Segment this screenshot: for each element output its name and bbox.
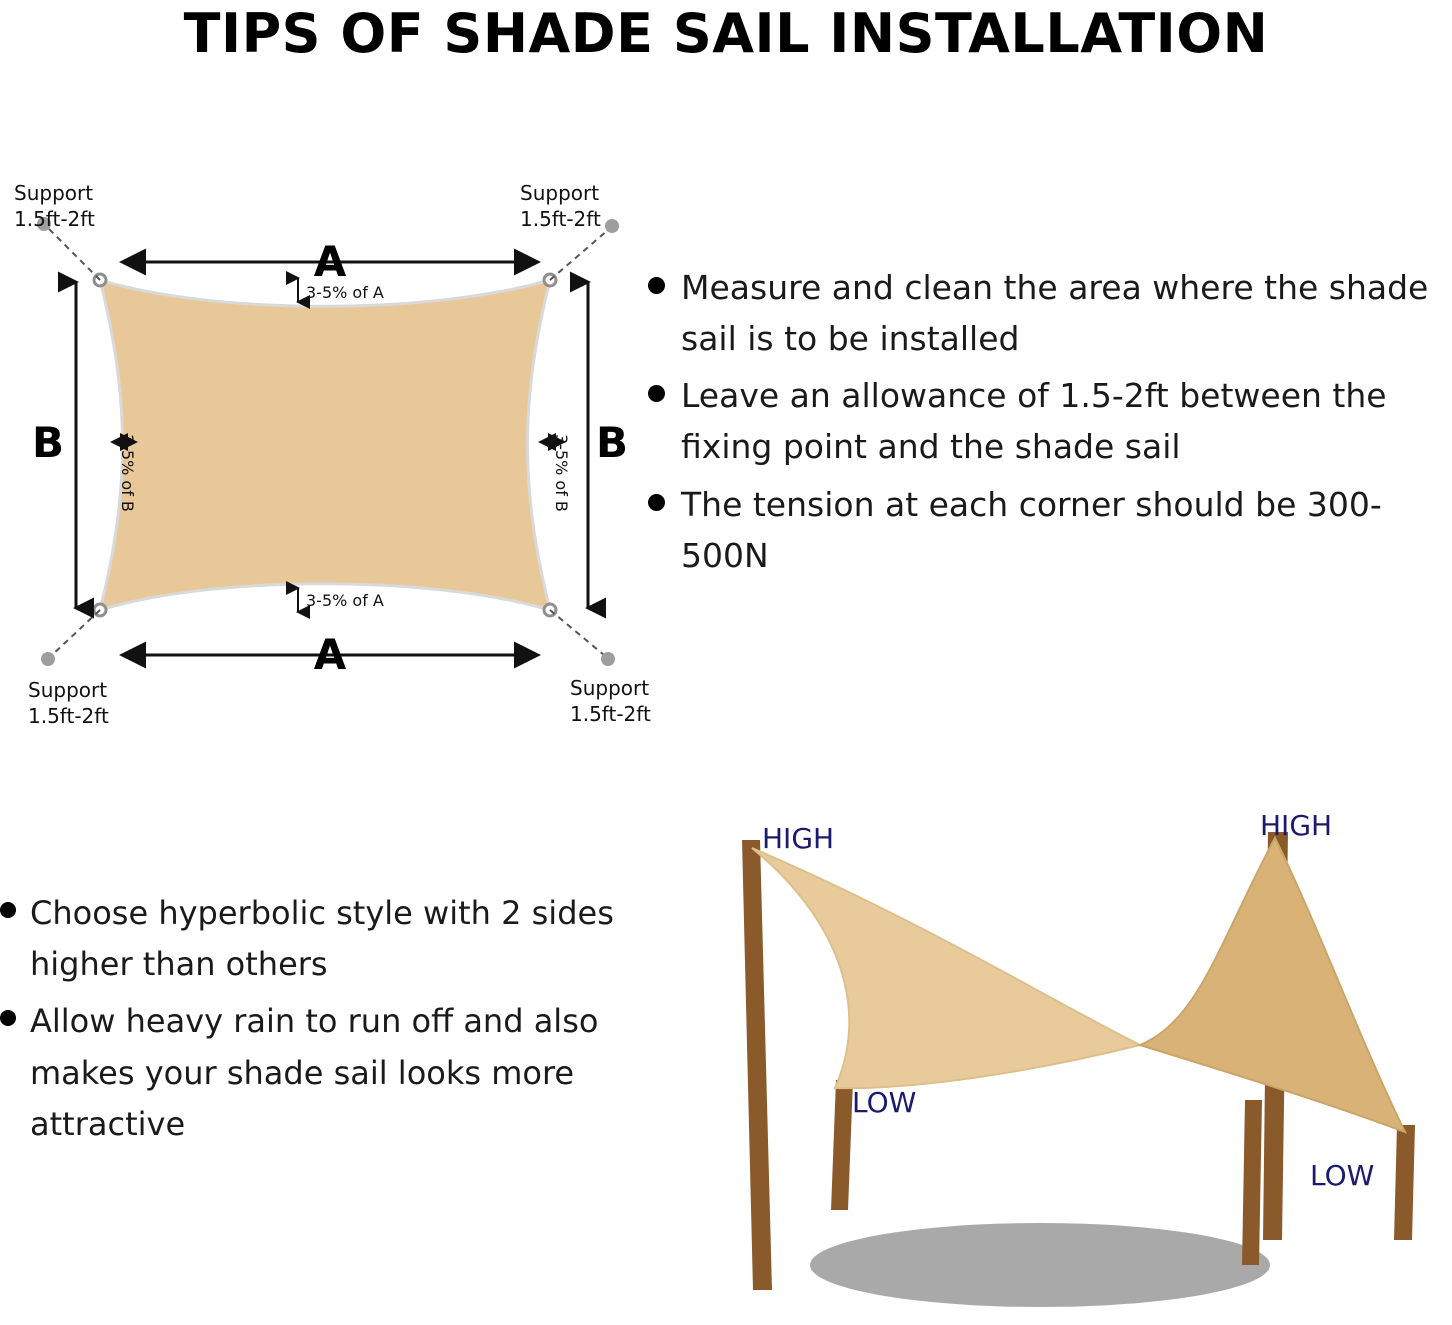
label-high-left: HIGH: [762, 822, 835, 855]
label-curve-bottom: 3-5% of A: [306, 591, 384, 610]
support-label-top-right-title: Support: [520, 181, 600, 205]
post-high-left: [742, 840, 772, 1290]
support-label-top-left-value: 1.5ft-2ft: [14, 207, 95, 231]
support-label-bottom-left-value: 1.5ft-2ft: [28, 704, 109, 728]
label-high-right: HIGH: [1260, 809, 1333, 842]
bullet-dot-icon: [648, 277, 665, 294]
rectangular-sail-diagram: [0, 150, 660, 740]
list-item: [648, 262, 1448, 364]
label-curve-left: 3-5% of B: [118, 434, 137, 512]
bullet-dot-icon: [0, 902, 16, 918]
label-side-a-top: A: [313, 237, 347, 286]
support-line: [550, 230, 608, 280]
support-anchor: [601, 652, 615, 666]
sail-shape: [100, 280, 550, 610]
list-item: [648, 479, 1448, 581]
support-anchor: [41, 652, 55, 666]
list-item: [0, 996, 625, 1150]
hyperbolic-sail-illustration: [620, 770, 1450, 1325]
post-low-left: [831, 1080, 853, 1210]
ground-shadow: [810, 1223, 1270, 1307]
post-low-right: [1394, 1125, 1415, 1240]
support-label-top-left-title: Support: [14, 181, 94, 205]
support-line: [48, 228, 100, 280]
label-curve-top: 3-5% of A: [306, 283, 384, 302]
post-low-mid: [1242, 1100, 1262, 1265]
tip-text: Measure and clean the area where the shade sail is to be installed: [681, 268, 1429, 359]
label-side-a-bottom: A: [313, 630, 347, 679]
tip-text: Leave an allowance of 1.5-2ft between the fixing point and the shade sail: [681, 376, 1387, 467]
support-label-bottom-right-title: Support: [570, 676, 650, 700]
tips-list-top: [648, 262, 1448, 587]
support-label-bottom-left-title: Support: [28, 678, 108, 702]
support-label-bottom-right-value: 1.5ft-2ft: [570, 702, 651, 726]
tip-text: The tension at each corner should be 300-500N: [681, 484, 1382, 575]
bullet-dot-icon: [648, 494, 665, 511]
label-side-b-left: B: [31, 418, 65, 467]
list-item: [648, 370, 1448, 472]
tips-list-bottom: [0, 888, 625, 1156]
support-line: [550, 610, 604, 655]
support-label-top-right-value: 1.5ft-2ft: [520, 207, 601, 231]
tip-text: Allow heavy rain to run off and also makes your shade sail looks more attractive: [30, 1002, 599, 1143]
label-side-b-right: B: [595, 418, 629, 467]
sail-left: [752, 848, 1140, 1088]
label-curve-right: 3-5% of B: [552, 434, 571, 512]
support-line: [52, 610, 100, 655]
label-low-left: LOW: [852, 1086, 917, 1119]
page-title: TIPS OF SHADE SAIL INSTALLATION: [183, 2, 1269, 65]
tip-text: Choose hyperbolic style with 2 sides higher than others: [30, 894, 614, 984]
support-anchor: [605, 219, 619, 233]
bullet-dot-icon: [648, 385, 665, 402]
list-item: [0, 888, 625, 990]
bullet-dot-icon: [0, 1010, 16, 1026]
label-low-right: LOW: [1310, 1159, 1375, 1192]
